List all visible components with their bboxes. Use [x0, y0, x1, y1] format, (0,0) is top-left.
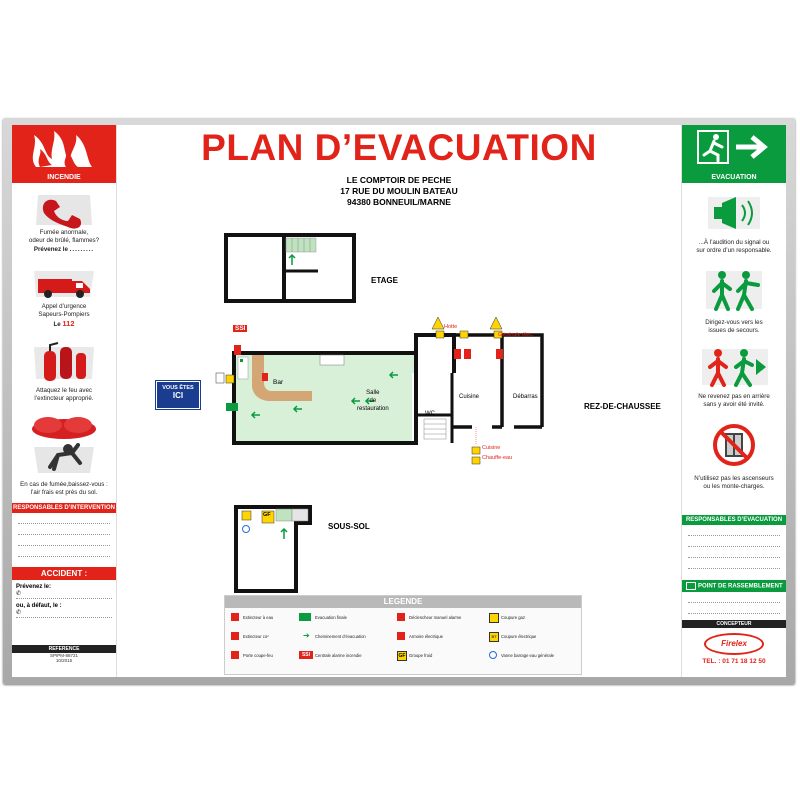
evac-step-2-line-1: Dirigez-vous vers les: [705, 319, 763, 326]
fire-door-icon: [231, 651, 239, 659]
dotted-line: [688, 525, 780, 536]
legend-item-11: Groupe froid: [409, 653, 433, 658]
legend-title: LEGENDE: [225, 596, 581, 608]
fire-step-3-line-1: Attaquez le feu avec: [35, 387, 93, 394]
dotted-line: [18, 535, 110, 546]
floor-plan-etage: [226, 235, 354, 301]
fire-step-2: [12, 303, 116, 328]
power-cutoff-icon: BT: [489, 632, 499, 642]
legend-item-6: Cheminement d’évacuation: [315, 634, 366, 639]
reference-bar: REFERENCE: [12, 645, 116, 653]
fire-step-4-line-2: l’air frais est près du sol.: [30, 488, 98, 496]
fire-step-3-line-2: l’extincteur approprié.: [34, 394, 94, 402]
room-salle-line-3: restauration: [357, 406, 389, 412]
cold-unit-icon: GF: [398, 653, 406, 659]
fire-step-4-line-1: En cas de fumée,baissez-vous :: [20, 481, 108, 488]
room-debarras: Débarras: [513, 394, 538, 400]
gas-cutoff-icon: [489, 613, 499, 623]
dotted-line: [688, 603, 780, 614]
walk-to-exit-icon: [702, 265, 766, 313]
evacuation-path-icon: ➔: [303, 631, 310, 640]
evac-step-2-line-2: issues de secours.: [708, 326, 760, 334]
crawl-under-smoke-icon: [28, 415, 100, 477]
dotted-line: [688, 536, 780, 547]
dotted-line: [688, 592, 780, 603]
phone-line: ✆: [16, 609, 112, 618]
evac-step-4-line-1: N’utilisez pas les ascenseurs: [694, 475, 774, 482]
room-wc: WC: [425, 411, 435, 417]
fire-step-1-line-2: odeur de brûlé, flammes?: [28, 236, 100, 244]
accident-bar: ACCIDENT :: [12, 567, 116, 580]
legend-item-8: Coupure électrique: [501, 634, 537, 639]
reference-code: SPIPM-88721: [49, 653, 78, 658]
fire-step-1: Fumée anormale, odeur de brûlé, flammes? Prévenez le .........: [12, 229, 116, 253]
evacuation-header: [682, 125, 786, 183]
designer-bar: CONCEPTEUR: [682, 620, 786, 628]
fire-step-1-line-1: Fumée anormale,: [39, 229, 89, 236]
you-are-here-badge: [156, 381, 200, 409]
fire-header-title: INCENDIE: [47, 174, 81, 181]
firelex-logo: Firelex: [704, 633, 764, 655]
ssi-tag: SSI: [235, 325, 246, 332]
evac-step-3-line-1: Ne revenez pas en arrière: [698, 393, 770, 400]
emergency-number: 112: [62, 318, 75, 328]
extinguisher-water-icon: [231, 613, 239, 621]
address-line-3: 94380 BONNEUIL/MARNE: [347, 197, 451, 207]
fire-step-3: [12, 387, 116, 403]
legend-item-5: Extincteur co²: [243, 634, 269, 639]
legend-item-3: Déclencheur manuel alarme: [409, 615, 462, 620]
emergency-exit-icon: [696, 129, 772, 165]
evac-step-3-line-2: sans y avoir été invité.: [703, 400, 765, 408]
room-bar: Bar: [273, 379, 284, 386]
legend-item-2: Evacuation finale: [315, 615, 347, 620]
dotted-line: [18, 513, 110, 524]
flame-logo-icon: [26, 129, 102, 169]
assembly-point-bar: [682, 580, 786, 592]
address-line-1: LE COMPTOIR DE PECHE: [346, 175, 452, 185]
intervention-responsables-bar: RESPONSABLES D’INTERVENTION: [13, 505, 115, 511]
legend-item-9: Porte coupe-feu: [243, 653, 273, 658]
electrical-cabinet-icon: [397, 632, 405, 640]
reference-date: 10/2015: [55, 658, 73, 663]
hotte-tag: Hotte: [444, 324, 458, 330]
fire-step-2-line-2: Sapeurs-Pompiers: [38, 310, 90, 318]
generale-elec-tag: Générale élec.: [498, 332, 534, 338]
floor-label-rdc: REZ-DE-CHAUSSEE: [584, 402, 661, 411]
accident-prevenez: Prévenez le:: [16, 584, 52, 590]
water-valve-icon: [489, 651, 497, 659]
designer-phone: TEL. : 01 71 18 12 50: [702, 658, 766, 665]
fire-truck-icon: [30, 265, 98, 303]
dotted-line: [18, 546, 110, 557]
reference-section: [12, 645, 116, 663]
alarm-button-icon: [397, 613, 405, 621]
evac-step-1-line-2: sur ordre d’un responsable.: [696, 246, 772, 254]
legend-item-4: Coupure gaz: [501, 615, 525, 620]
extinguishers-icon: [30, 339, 98, 385]
floor-label-etage: ETAGE: [371, 276, 398, 285]
evacuation-responsables: [682, 515, 786, 569]
room-salle-line-1: Salle: [366, 390, 380, 396]
ssi-icon: SSI: [299, 651, 313, 659]
fire-step-2-prefix: Le: [53, 320, 61, 328]
final-exit-icon: [299, 613, 311, 621]
evac-step-1: [682, 239, 786, 255]
room-salle: [357, 389, 389, 413]
legend-item-12: Vanne barrage eau générale: [501, 653, 555, 658]
legend-item-10: Centrale alarme incendie: [315, 653, 362, 658]
sign-frame: [3, 118, 795, 684]
you-are-here-line-1: VOUS ÊTES: [162, 385, 194, 391]
evac-step-2: [682, 319, 786, 335]
legend-item-1: Extincteur à eau: [243, 615, 274, 620]
evac-step-4-line-2: ou les monte-charges.: [703, 482, 765, 490]
fire-step-1-warn: Prévenez le: [33, 245, 68, 253]
phone-line: ✆: [16, 590, 112, 599]
extinguisher-co2-icon: [231, 632, 239, 640]
fire-instructions-column: [12, 125, 117, 677]
assembly-point-label: POINT DE RASSEMBLEMENT: [698, 583, 783, 590]
gf-tag: GF: [263, 512, 271, 518]
evacuation-responsables-bar: RESPONSABLES D’EVACUATION: [682, 515, 786, 525]
address-line-2: 17 RUE DU MOULIN BATEAU: [340, 186, 458, 196]
evacuation-instructions-column: [681, 125, 786, 677]
fire-step-2-line-1: Appel d’urgence: [41, 303, 87, 310]
designer-section: [682, 620, 786, 665]
evac-step-3: [682, 393, 786, 409]
room-cuisine: Cuisine: [459, 394, 480, 400]
sign-panel: [12, 125, 786, 677]
evac-step-4: [682, 475, 786, 491]
phone-icon: [30, 191, 98, 231]
establishment-address: [116, 175, 682, 208]
chauffe-eau-tag: Chauffe-eau: [482, 455, 513, 461]
floor-plan-sous-sol: [236, 507, 310, 591]
intervention-responsables: [12, 503, 116, 557]
legend: [224, 595, 582, 675]
accident-section: [12, 567, 116, 618]
dotted-line: [688, 547, 780, 558]
room-salle-line-2: de: [369, 398, 377, 404]
accident-ou: ou, à défaut, le :: [16, 603, 62, 609]
dotted-line: [688, 558, 780, 569]
evacuation-header-title: EVACUATION: [711, 174, 757, 181]
cuisine-gas-tag: Cuisine: [482, 445, 501, 451]
floor-label-sous-sol: SOUS-SOL: [328, 522, 370, 531]
dotted-line: [18, 524, 110, 535]
evac-step-1-line-1: ...À l’audition du signal ou: [698, 239, 770, 246]
fire-step-4: [12, 481, 116, 497]
do-not-return-icon: [700, 343, 770, 389]
fire-header: [12, 125, 116, 183]
no-elevator-icon: [712, 423, 756, 467]
legend-item-7: Armoire électrique: [409, 634, 443, 639]
assembly-point: [682, 580, 786, 614]
plan-title: PLAN D’EVACUATION: [201, 127, 597, 168]
you-are-here-line-2: ICI: [172, 391, 184, 400]
alarm-bell-icon: [704, 193, 764, 233]
assembly-point-icon: [686, 582, 696, 590]
